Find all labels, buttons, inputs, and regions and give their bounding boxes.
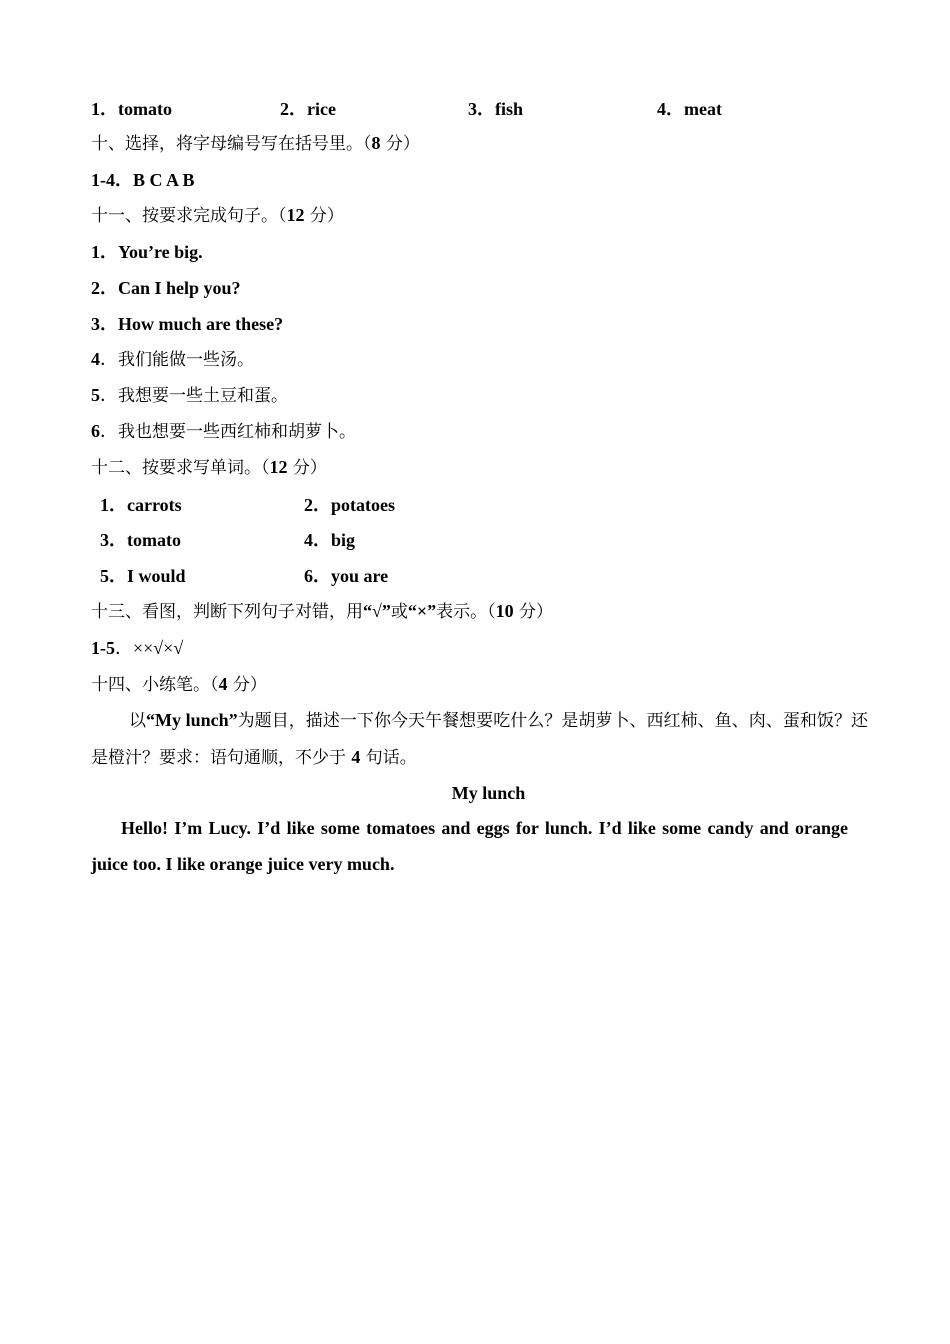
section-11-item-4: 4．我们能做一些汤。 bbox=[91, 349, 254, 370]
item-word: tomato bbox=[118, 99, 172, 119]
section-10-answer: 1-4．B C A B bbox=[91, 170, 195, 190]
section-11-item-1: 1．You’re big. bbox=[91, 242, 203, 262]
item-word: meat bbox=[684, 99, 722, 119]
section-12-item-2: 2．potatoes bbox=[304, 495, 395, 515]
section-12-item-6: 6．you are bbox=[304, 566, 389, 586]
section-12-item-4: 4．big bbox=[304, 530, 356, 550]
section-13-heading: 十三、看图，判断下列句子对错，用“√”或“×”表示。（10 分） bbox=[91, 601, 554, 622]
row1-item-4: 4．meat bbox=[657, 99, 722, 119]
section-11-item-3: 3．How much are these? bbox=[91, 314, 284, 334]
section-11-item-5: 5．我想要一些土豆和蛋。 bbox=[91, 385, 288, 406]
section-12-item-1: 1．carrots bbox=[100, 495, 182, 515]
item-word: rice bbox=[307, 99, 336, 119]
section-11-heading: 十一、按要求完成句子。（12 分） bbox=[91, 205, 344, 226]
item-number: 4 bbox=[657, 99, 666, 119]
item-number: 1 bbox=[91, 99, 100, 119]
item-word: fish bbox=[495, 99, 524, 119]
section-12-item-3: 3．tomato bbox=[100, 530, 181, 550]
item-number: 3 bbox=[468, 99, 477, 119]
section-11-item-6: 6．我也想要一些西红柿和胡萝卜。 bbox=[91, 421, 356, 442]
section-12-item-5: 5．I would bbox=[100, 566, 186, 586]
section-11-item-2: 2．Can I help you? bbox=[91, 278, 241, 298]
essay-body: Hello! I’m Lucy. I’d like some tomatoes and eggs for lunch. I’d like some candy and orange juice too. I like orange juice very much. bbox=[91, 818, 848, 874]
writing-prompt: 以“My lunch”为题目，描述一下你今天午餐想要吃什么？是胡萝卜、西红柿、鱼、肉、蛋和饭？还是橙汁？要求：语句通顺，不少于 4 句话。 bbox=[91, 710, 869, 768]
section-13-answer: 1-5．××√×√ bbox=[91, 638, 184, 658]
row1-item-2: 2．rice bbox=[280, 99, 336, 119]
row1-item-3: 3．fish bbox=[468, 99, 524, 119]
section-14-heading: 十四、小练笔。（4 分） bbox=[91, 674, 267, 695]
section-12-heading: 十二、按要求写单词。（12 分） bbox=[91, 457, 327, 478]
essay-title: My lunch bbox=[451, 783, 526, 803]
row1-item-1: 1．tomato bbox=[91, 99, 172, 119]
section-10-heading: 十、选择，将字母编号写在括号里。（8 分） bbox=[91, 133, 420, 154]
item-number: 2 bbox=[280, 99, 289, 119]
